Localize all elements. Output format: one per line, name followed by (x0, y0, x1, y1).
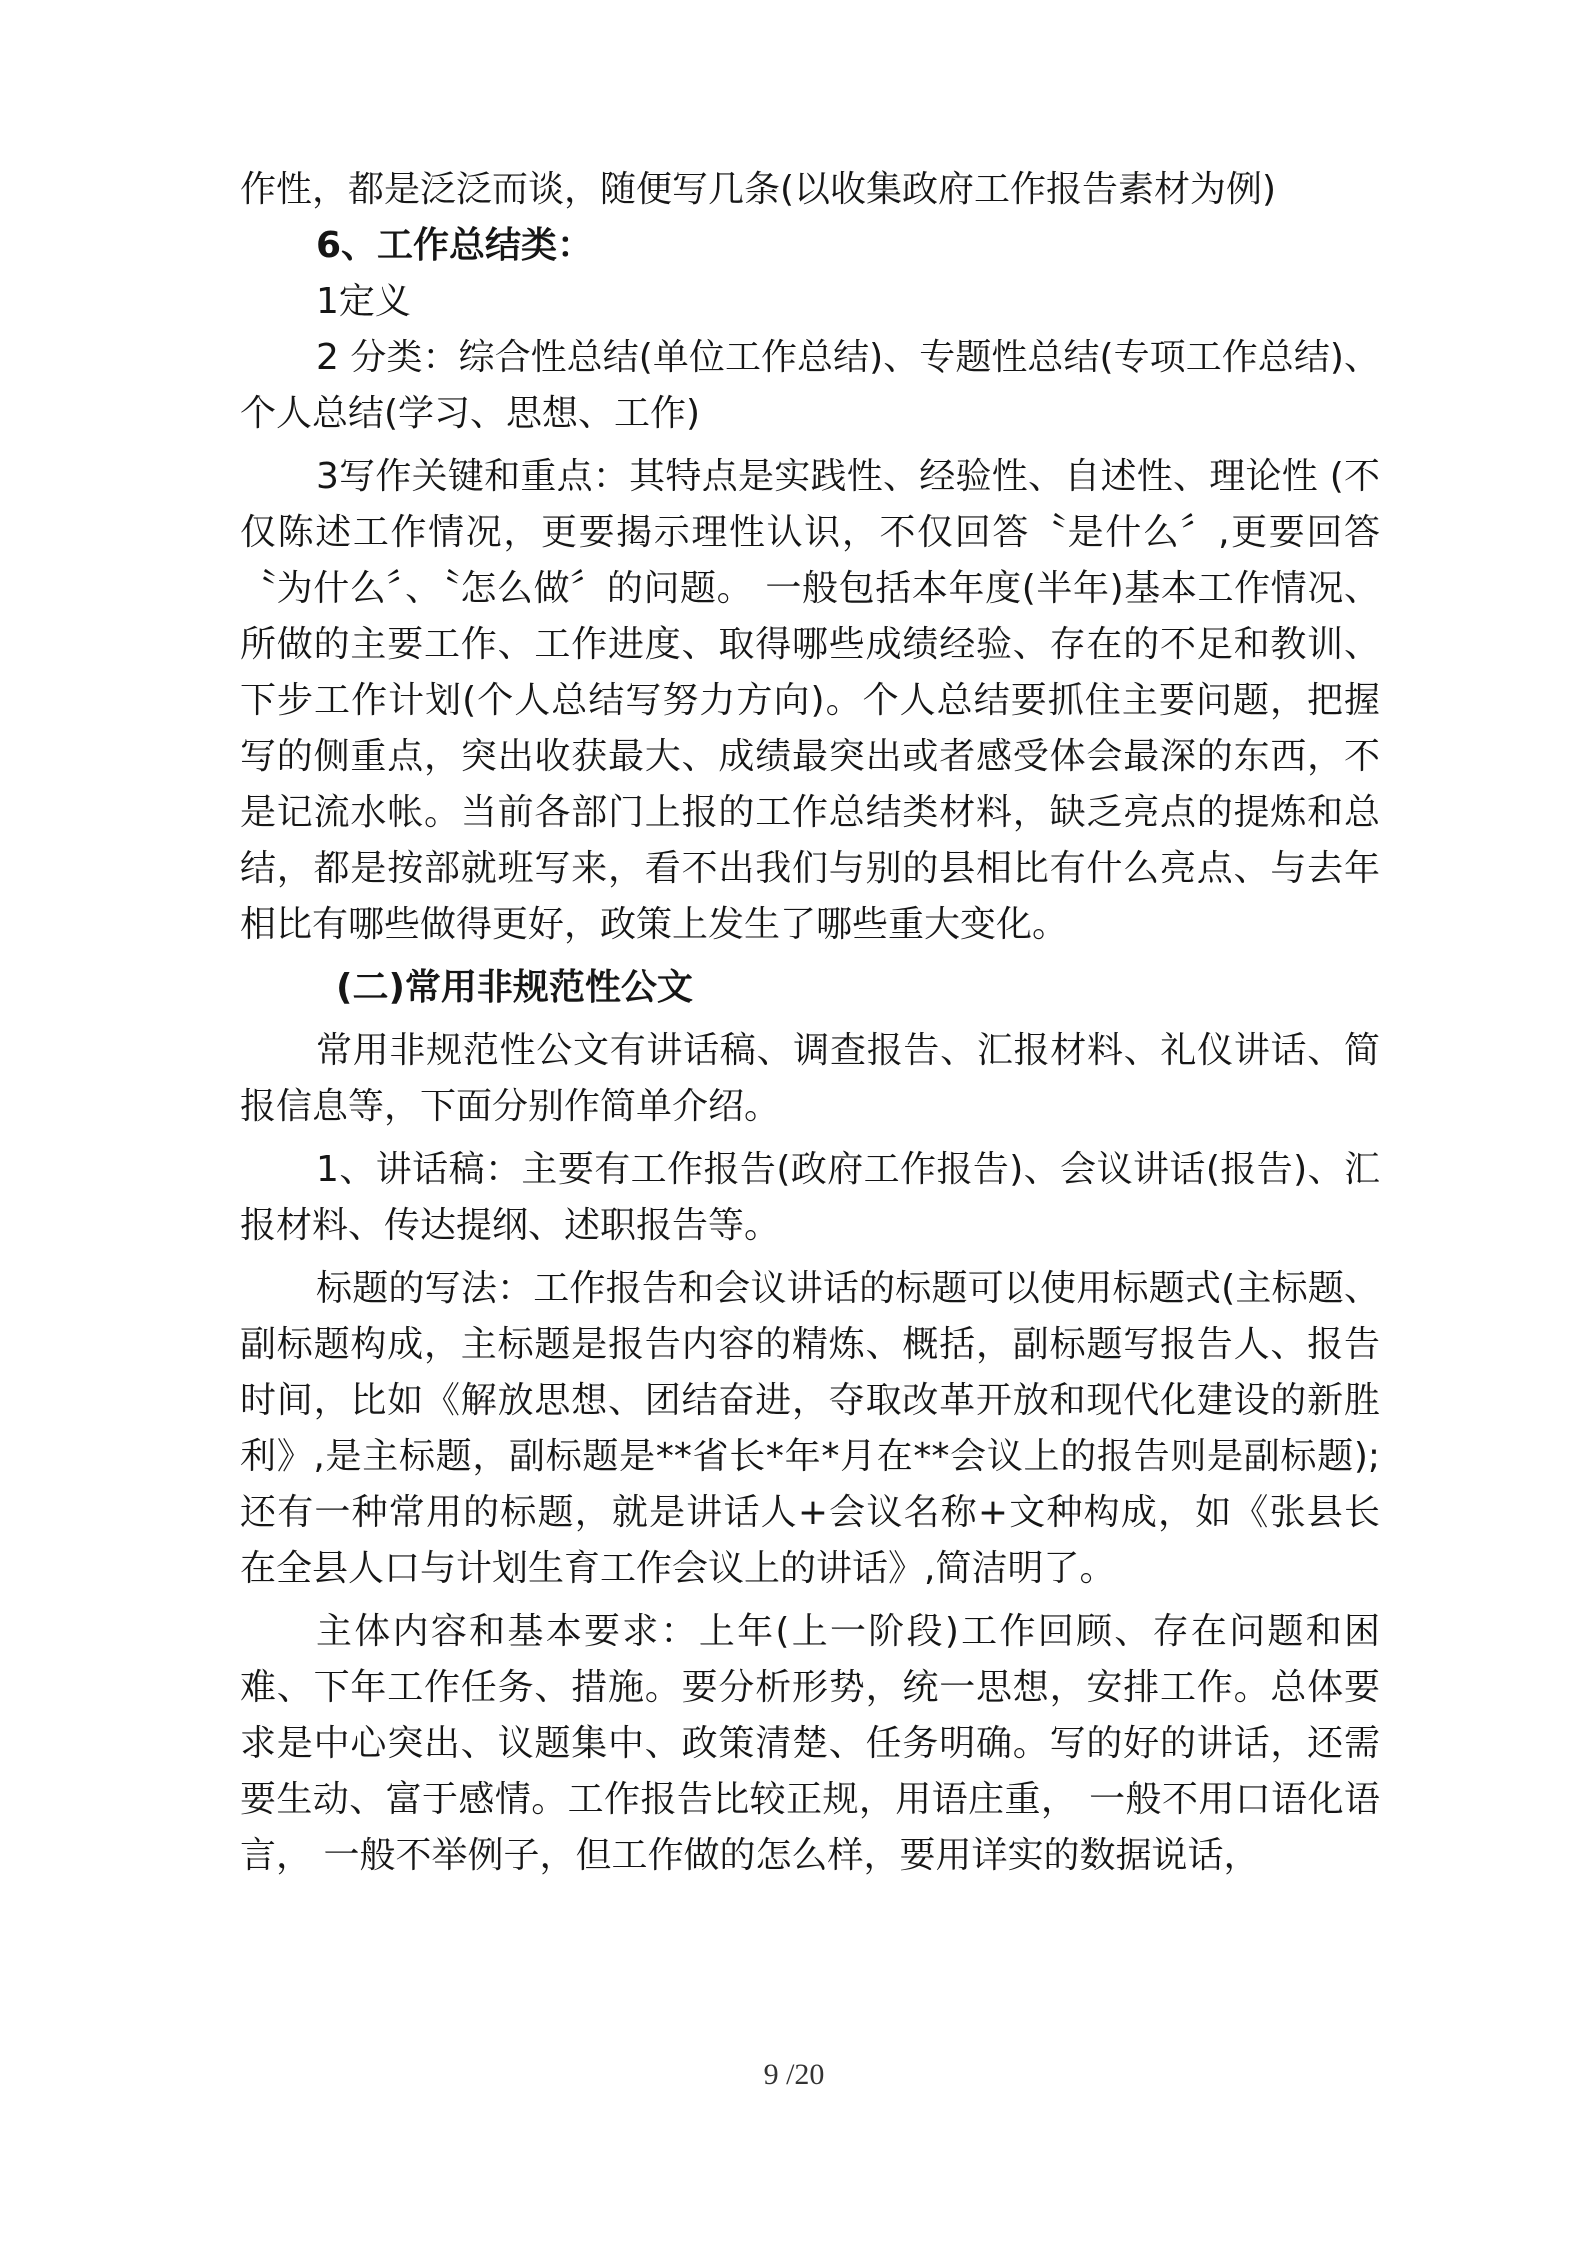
paragraph-continuation: 作性，都是泛泛而谈，随便写几条(以收集政府工作报告素材为例) (240, 169, 1277, 210)
section-heading-work-summary: 6、工作总结类： (316, 225, 594, 266)
paragraph-writing-key-points: 3写作关键和重点：其特点是实践性、经验性、自述性、理论性 (不仅陈述工作情况，更要揭示理性认识，不仅回答〝是什么〞,更要回答〝为什么〞、〝怎么做〞的问题。 一般包括本年度(半年)基本工作情况、所做的主要工作、工作进度、取得哪些成绩经验、存在的不足和教训、下步工作计划(个人总结写努力方向)。个人总结要抓住主要问题，把握写的侧重点，突出收获最大、成绩最突出或者感受体会最深的东西，不是记流水帐。当前各部门上报的工作总结类材料，缺乏亮点的提炼和总结，都是按部就班写来，看不出我们与别的县相比有什么亮点、与去年相比有哪些做得更好，政策上发生了哪些重大变化。 (240, 456, 1380, 945)
paragraph-nonstandard-intro: 常用非规范性公文有讲话稿、调查报告、汇报材料、礼仪讲话、简报信息等，下面分别作简单介绍。 (240, 1030, 1380, 1127)
paragraph-speech-draft: 1、讲话稿：主要有工作报告(政府工作报告)、会议讲话(报告)、汇报材料、传达提纲、述职报告等。 (240, 1149, 1380, 1246)
paragraph-title-writing: 标题的写法：工作报告和会议讲话的标题可以使用标题式(主标题、副标题构成，主标题是报告内容的精炼、概括，副标题写报告人、报告时间，比如《解放思想、团结奋进，夺取改革开放和现代化建设的新胜利》,是主标题，副标题是**省长*年*月在**会议上的报告则是副标题);还有一种常用的标题，就是讲话人+会议名称+文种构成，如《张县长在全县人口与计划生育工作会议上的讲话》,简洁明了。 (240, 1268, 1380, 1589)
paragraph-definition: 1定义 (316, 281, 411, 322)
section-heading-nonstandard-documents: (二)常用非规范性公文 (336, 967, 693, 1008)
document-body (240, 162, 1380, 1891)
paragraph-main-content: 主体内容和基本要求：上年(上一阶段)工作回顾、存在问题和困难、下年工作任务、措施。要分析形势，统一思想，安排工作。总体要求是中心突出、议题集中、政策清楚、任务明确。写的好的讲话，还需要生动、富于感情。工作报告比较正规，用语庄重， 一般不用口语化语言， 一般不举例子，但工作做的怎么样，要用详实的数据说话， (240, 1611, 1380, 1876)
page-number: 9 /20 (763, 2058, 825, 2091)
paragraph-classification: 2 分类：综合性总结(单位工作总结)、专题性总结(专项工作总结)、个人总结(学习、思想、工作) (240, 337, 1380, 434)
